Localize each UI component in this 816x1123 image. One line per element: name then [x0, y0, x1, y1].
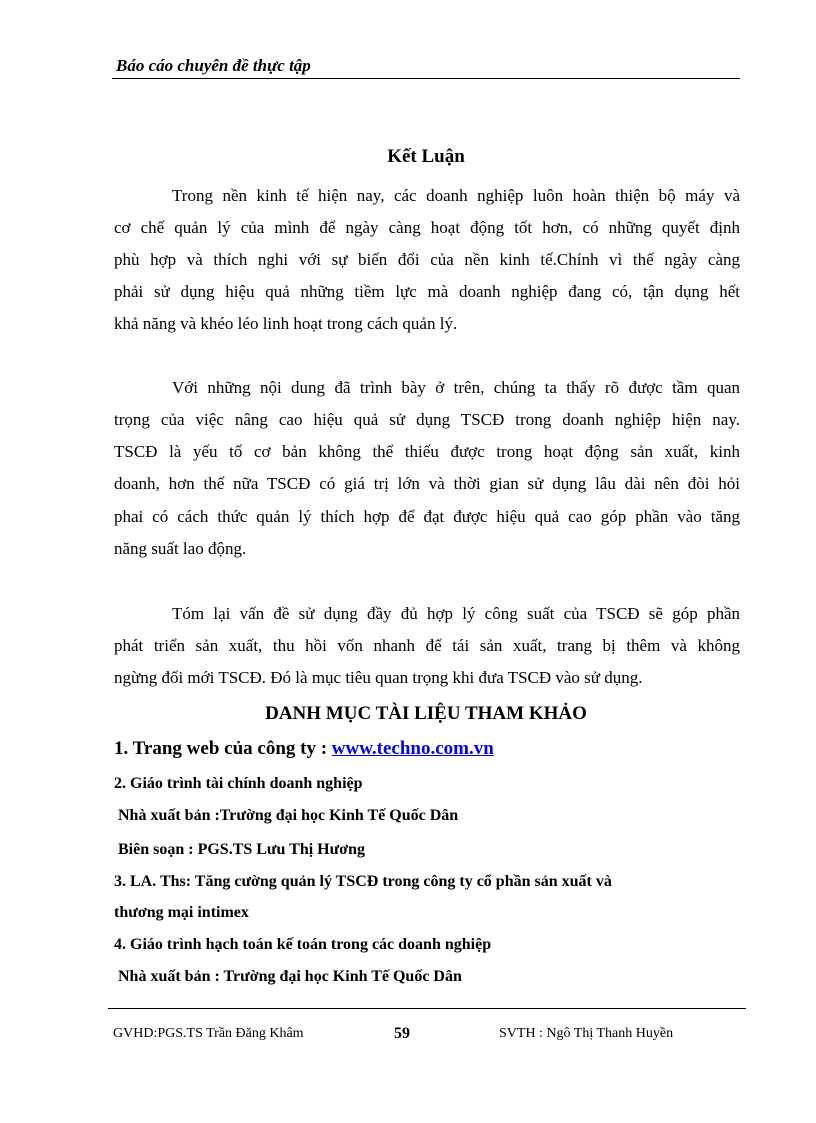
reference-item-3-line-2: thương mại intimex: [114, 904, 249, 921]
paragraph-3-line-2: phát triển sản xuất, thu hồi vốn nhanh để tái sản xuất, trang bị thêm và không: [114, 636, 740, 655]
paragraph-2-line-1: Với những nội dung đã trình bày ở trên, chúng ta thấy rõ được tầm quan: [172, 378, 740, 397]
paragraph-2-line-2: trọng của việc nâng cao hiệu quả sử dụng TSCĐ trong doanh nghiệp hiện nay.: [114, 410, 740, 429]
paragraph-1-line-2: cơ chế quản lý của mình để ngày càng hoạt động tốt hơn, có những quyết định: [114, 218, 740, 237]
paragraph-1-line-4: phải sử dụng hiệu quả những tiềm lực mà doanh nghiệp đang có, tận dụng hết: [114, 282, 740, 301]
header-divider: [112, 78, 740, 79]
conclusion-heading: Kết Luận: [387, 146, 465, 167]
reference-item-2-title: 2. Giáo trình tài chính doanh nghiệp: [114, 775, 363, 792]
reference-item-2-publisher: Nhà xuất bản :Trường đại học Kinh Tế Quốc Dân: [118, 807, 459, 824]
references-heading: DANH MỤC TÀI LIỆU THAM KHẢO: [265, 703, 587, 724]
header-title: Báo cáo chuyên đề thực tập: [116, 56, 311, 75]
reference-item-2-editor: Biên soạn : PGS.TS Lưu Thị Hương: [118, 841, 365, 858]
reference-item-4-publisher: Nhà xuất bản : Trường đại học Kinh Tế Quốc Dân: [118, 968, 462, 985]
paragraph-1-line-1: Trong nền kinh tế hiện nay, các doanh nghiệp luôn hoàn thiện bộ máy và: [172, 186, 740, 205]
reference-1-label: 1. Trang web của công ty :: [114, 738, 332, 759]
page-number: 59: [394, 1025, 410, 1042]
paragraph-2-line-4: doanh, hơn thế nữa TSCĐ có giá trị lớn và thời gian sử dụng lâu dài nên đòi hỏi: [114, 474, 740, 493]
reference-item-4-title: 4. Giáo trình hạch toán kế toán trong các doanh nghiệp: [114, 936, 492, 953]
paragraph-2-line-5: phai có cách thức quản lý thích hợp để đạt được hiệu quả cao góp phần vào tăng: [114, 507, 740, 526]
footer-advisor: GVHD:PGS.TS Trần Đăng Khâm: [113, 1026, 304, 1041]
reference-item-1: [114, 738, 494, 760]
paragraph-1-line-5: khả năng và khéo léo linh hoạt trong cách quản lý.: [114, 314, 458, 333]
paragraph-1-line-3: phù hợp và thích nghi với sự biến đổi của nền kinh tế.Chính vì thế ngày càng: [114, 250, 740, 269]
paragraph-3-line-3: ngừng đổi mới TSCĐ. Đó là mục tiêu quan trọng khi đưa TSCĐ vào sử dụng.: [114, 668, 643, 687]
footer-student: SVTH : Ngô Thị Thanh Huyền: [499, 1026, 674, 1041]
paragraph-3-line-1: Tóm lại vấn đề sử dụng đầy đủ hợp lý công suất của TSCĐ sẽ góp phần: [172, 604, 740, 623]
paragraph-2-line-3: TSCĐ là yếu tố cơ bản không thể thiếu được trong hoạt động sản xuất, kinh: [114, 442, 740, 461]
paragraph-2-line-6: năng suất lao động.: [114, 539, 247, 558]
company-website-link[interactable]: www.techno.com.vn: [331, 738, 494, 759]
footer-divider: [108, 1008, 746, 1009]
reference-item-3-line-1: 3. LA. Ths: Tăng cường quản lý TSCĐ trong công ty cổ phần sản xuất và: [114, 873, 612, 890]
